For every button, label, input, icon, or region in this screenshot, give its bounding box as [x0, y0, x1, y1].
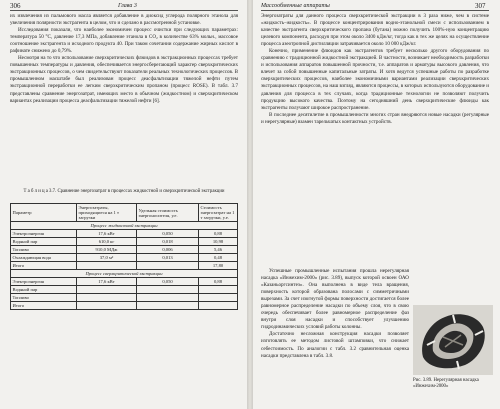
table-cell: Водяной пар [11, 238, 77, 246]
table-cell: 0,018 [137, 238, 199, 246]
paragraph: Несмотря на то что использование сверхкритических флюидов в экстракционных процессах требует повышенных температуры и давления, обеспечивается энергосберегающий характер сверхкритических экстракционных процессов, о чем свидетельствуют показатели реальных технологических процессов. В промышленном масштабе был реализован процесс деасфальтизации тяжелой нефти путем экстракционной переработки ее легким сверхкритическим пропаном (процесс ROSE). В табл. 3.7 представлены сравнение энергозатрат, имеющих место в обычном (жидкостном) и сверхкритическом вариантах реализации процесса деасфальтизации тяжелой нефти [6]. [10, 55, 238, 104]
table-row [11, 254, 238, 262]
left-page [0, 0, 247, 409]
table-cell [77, 286, 137, 294]
paragraph: их извлечения из пальмового масла является добавление в диоксид углерода полярного этанола для увеличения полярности экстрагента в целом, что и сделано в рассмотренной установке. [10, 13, 238, 27]
table-row [11, 230, 238, 238]
table-cell: 0,050 [137, 230, 199, 238]
table-section-row [11, 222, 238, 230]
table-cell: Водяной пар [11, 286, 77, 294]
table-cell: Электроэнергия [11, 278, 77, 286]
paragraph: В последнее десятилетие в промышленности многих стран внедряются новые насадки (регулярные и нерегулярные) взамен тарельчатых контактных устройств. [261, 111, 489, 125]
table-cell [137, 262, 199, 270]
table-cell: 10,98 [199, 238, 238, 246]
paragraph: Успешные промышленные испытания прошла нерегулярная насадка «Инжехим-2000» (рис. 3.89), выпуск которой освоен ОАО «Казаньоргсинтез». Она выполнена в виде тела вращения, поверхность которой образована полосами с симметричными вырезами. За счет изогнутой формы поверхности достигается более равномерное распределение насадки по объему слоя, что в свою очередь обеспечивает более равномерное распределение фаз внутри слоя насадки и способствует улучшению гидродинамических условий работы колонны. [261, 268, 409, 331]
table-row [11, 246, 238, 254]
packing-figure [413, 305, 493, 375]
table-cell: 17,6 кВт [77, 278, 137, 286]
table-cell: 0,88 [199, 230, 238, 238]
table-header-row [11, 204, 238, 222]
paragraph: Конечно, применение флюидов как экстрагентов требует несколько другого оборудования по сравнению с традиционной жидкостной экстракцией. В частности, возникает необходимость разработки и использования аппаратов повышенной прочности, т.е. аппаратов и арматуры высокого давления, что влечет за собой повышенные капитальные затраты. И хотя ведутся успешные работы по разработке сверхкритических процессов, наиболее экономичными вариантами реализации сверхкритических экстракционных процессов, на наш взгляд, являются процессы, в которых используются оборудование и давления для процесса в тех случаях, когда традиционные технологии не позволяют получить продукцию высокого качества. Поэтому на сегодняшний день сверхкритические флюиды как экстрагенты получают широкое распространение. [261, 48, 489, 111]
page-number: 306 [10, 2, 21, 10]
header-rule [261, 10, 489, 11]
paragraph: Исследования показали, что наиболее экономичен процесс очистки при следующих параметрах: температура 50 °С, давление 17,3 МПа, добавление этанола в CO₂ в количестве 63% мольн., массовое соотношение экстрагента и исходного продукта 40. При таком сочетании содержание жирных кислот в рафинате снижено до 0,79%. [10, 27, 238, 55]
table-cell: 0,050 [137, 278, 199, 286]
table-caption: Т а б л и ц а 3.7. Сравнение энергозатрат в процессах жидкостной и сверхкритической экстракции [23, 189, 225, 194]
paragraph: Достаточно несложная конструкция насадки позволяет изготовлять ее методом листовой штамповки, что снижает себестоимость. По аналогии с табл. 3.2 сравнительная оценка насадки представлена в табл. 3.8. [261, 331, 409, 359]
section-title: Процесс жидкостной экстракции [11, 222, 238, 230]
body-text-wrapped [261, 268, 409, 360]
right-page [253, 0, 500, 409]
table-row [11, 302, 238, 310]
body-text [261, 13, 489, 126]
body-text [10, 13, 238, 105]
table-row [11, 278, 238, 286]
table-cell: Итого [11, 262, 77, 270]
table-row [11, 294, 238, 302]
table-cell: 37,0 м³ [77, 254, 137, 262]
page-number: 307 [475, 2, 486, 10]
section-title: Процесс сверхкритической экстракции [11, 270, 238, 278]
table-row [11, 286, 238, 294]
running-head: Глава 3 [118, 3, 137, 9]
paragraph: Энергозатраты для данного процесса сверхкритической экстракции в 3 раза ниже, чем в системе «жидкость–жидкость». В процессе концентрирования водно-этанольной смеси с использованием в качестве экстрагента сверхкритического пропана (бутана) можно получить 100%-ную концентрацию целевого компонента, расходуя при этом около 3400 кДж/кг, тогда как в тех же целях на осуществление процесса азеотропной дистилляции затрачивается около 10 000 кДж/кг. [261, 13, 489, 48]
running-head: Массообменные аппараты [261, 3, 330, 9]
table-cell: 5,46 [199, 246, 238, 254]
column-header: Удельная стоимость энергоносителя, у.е. [137, 204, 199, 222]
table-cell: 17,6 кВт [77, 230, 137, 238]
table-cell: 910,0 МДж [77, 246, 137, 254]
column-header: Стоимость энергозатрат на 1 т загрузки, у.е. [199, 204, 238, 222]
table-cell [77, 302, 137, 310]
table-cell: 0,013 [137, 254, 199, 262]
table-section-row [11, 270, 238, 278]
table-cell [77, 294, 137, 302]
figure-caption: Рис. 3.89. Нерегулярная насадка «Инжехим-2000» [413, 378, 479, 389]
column-header: Параметр [11, 204, 77, 222]
table-cell [199, 286, 238, 294]
table-cell [137, 302, 199, 310]
table-row [11, 238, 238, 246]
table-cell: Охлаждающая вода [11, 254, 77, 262]
table-cell [137, 286, 199, 294]
table-cell [199, 302, 238, 310]
table-cell [137, 294, 199, 302]
table-cell: 610,0 кг [77, 238, 137, 246]
table-cell: 0,48 [199, 254, 238, 262]
table-cell: Итого [11, 302, 77, 310]
table-cell: 0,006 [137, 246, 199, 254]
header-rule [10, 10, 238, 11]
table-cell: Топливо [11, 246, 77, 254]
table-cell [199, 294, 238, 302]
table-cell: Топливо [11, 294, 77, 302]
energy-table [10, 203, 238, 310]
table-cell: 17,80 [199, 262, 238, 270]
table-cell: Электроэнергия [11, 230, 77, 238]
table-row [11, 262, 238, 270]
column-header: Энергозатраты, приходящиеся на 1 т загрузки [77, 204, 137, 222]
table-cell [77, 262, 137, 270]
table-cell: 0,88 [199, 278, 238, 286]
